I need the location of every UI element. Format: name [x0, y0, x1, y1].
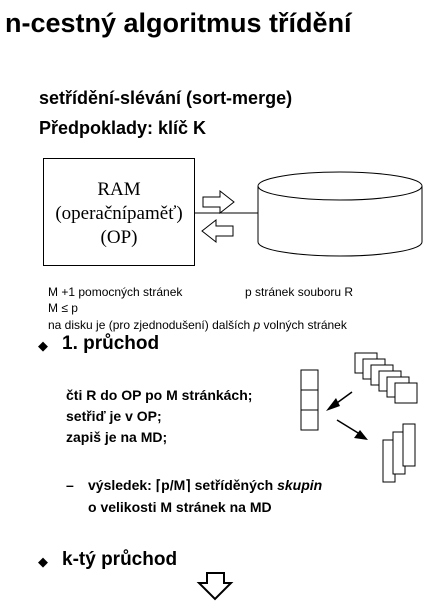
ram-abbrev: (OP)	[100, 227, 138, 248]
down-arrow-icon	[199, 573, 231, 599]
pass1-step-sort: setřiď je v OP;	[66, 408, 162, 424]
passk-heading: k-tý průchod	[62, 549, 178, 570]
sorted-runs-pages	[383, 424, 415, 482]
disk-note: na disku je (pro zjednodušení) dalších p volných stránek	[48, 318, 347, 332]
buffer-pages-stack	[301, 370, 318, 430]
file-pages-note: p stránek souboru R	[245, 285, 354, 299]
left-arrow-icon	[202, 220, 233, 242]
buffer-pages-note: M +1 pomocných stránek	[48, 285, 183, 299]
ram-label: RAM	[97, 179, 141, 200]
write-arrow-icon	[337, 420, 368, 440]
pass1-result: výsledek: ⌈p/M⌉ setříděných skupin	[88, 477, 323, 493]
pass1-step-write: zapiš je na MD;	[66, 429, 168, 445]
dash-bullet: –	[66, 477, 74, 493]
input-pages-cascade	[355, 353, 417, 403]
pass1-heading: 1. průchod	[62, 333, 160, 354]
pass1-step-read: čti R do OP po M stránkách;	[66, 387, 253, 403]
read-arrow-icon	[326, 392, 352, 411]
right-arrow-icon	[203, 191, 234, 213]
diamond-bullet-icon: ◆	[38, 554, 48, 569]
condition-note: M ≤ p	[48, 301, 78, 315]
assumptions: Předpoklady: klíč K	[39, 118, 207, 138]
pass1-result-line2: o velikosti M stránek na MD	[88, 499, 272, 515]
page-title: n-cestný algoritmus třídění	[5, 8, 352, 38]
ram-subtitle: (operačnípaměť)	[55, 203, 183, 224]
subtitle: setřídění-slévání (sort-merge)	[39, 88, 293, 108]
diamond-bullet-icon: ◆	[38, 338, 48, 353]
disk-cylinder-icon	[258, 172, 422, 256]
